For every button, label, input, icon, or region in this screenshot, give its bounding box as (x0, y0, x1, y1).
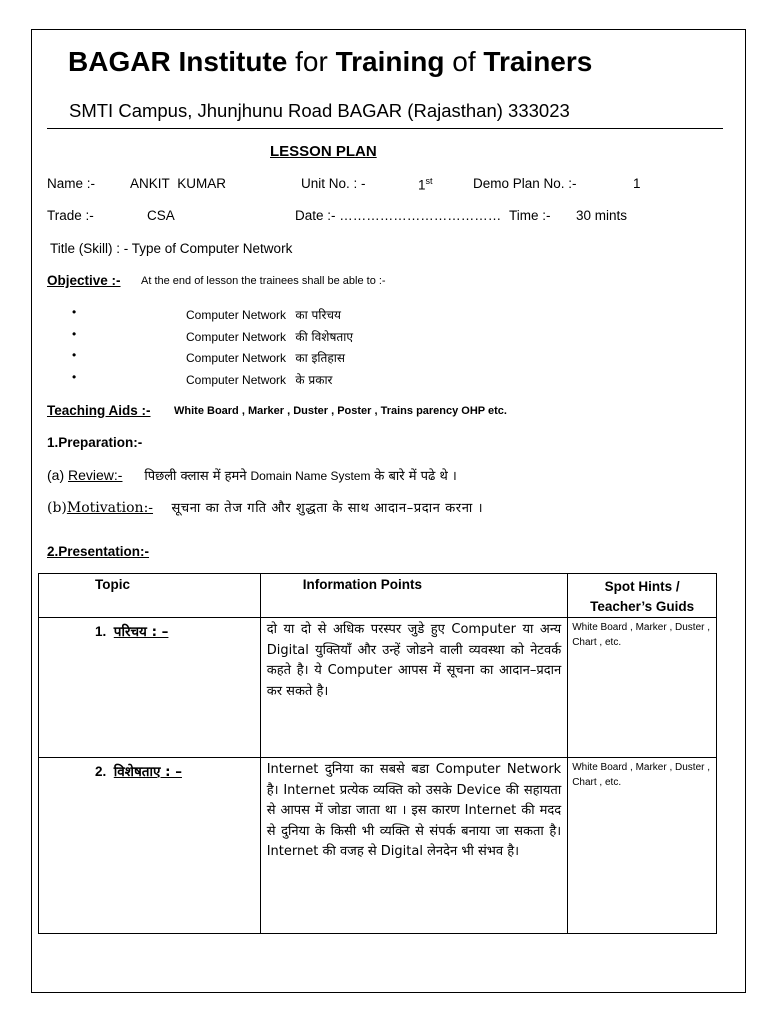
topic-cell: 1. परिचय : – (39, 618, 261, 758)
objective-bullet: • (72, 305, 77, 319)
trade-label: Trade :- (47, 208, 94, 223)
column-header-topic: Topic (39, 574, 261, 618)
objective-bullet: • (72, 370, 77, 384)
objective-item: Computer Network का परिचय (186, 308, 341, 322)
institute-address: SMTI Campus, Jhunjhunu Road BAGAR (Rajasthan) 333023 (69, 100, 570, 121)
teaching-aids-label: Teaching Aids :- (47, 403, 151, 418)
institute-title: BAGAR Institute for Training of Trainers (68, 46, 593, 77)
objective-item: Computer Network की विशेषताए (186, 330, 353, 344)
information-cell: दो या दो से अधिक परस्पर जुडे हुए Computer या अन्य Digital युक्तियाँ और उन्हें जोडने वाली व्यवस्था को नेटवर्क कहते है। ये Computer आपस में सूचना का आदान–प्रदान कर सकते है। (260, 618, 567, 758)
skill-title: Title (Skill) : - Type of Computer Network (50, 241, 293, 256)
demo-plan-value: 1 (633, 176, 641, 191)
time-value: 30 mints (576, 208, 628, 223)
information-cell: Internet दुनिया का सबसे बडा Computer Network है। Internet प्रत्येक व्यक्ति को उसके Device की सहायता से आपस में जोडा जाता था । इस कारण Internet की मदद से दुनिया के किसी भी व्यक्ति से संपर्क बनाया जा सकता है। Internet की वजह से Digital लेनदेन भी संभव है। (260, 758, 567, 934)
table-row (39, 758, 717, 934)
presentation-table (38, 573, 717, 934)
objective-item: Computer Network के प्रकार (186, 373, 333, 387)
teaching-aids-text: White Board , Marker , Duster , Poster , Trains parency OHP etc. (174, 405, 507, 417)
hint-cell: White Board , Marker , Duster , Chart , etc. (568, 758, 717, 934)
header-divider (47, 128, 723, 129)
topic-cell: 2. विशेषताए : – (39, 758, 261, 934)
time-label: Time :- (509, 208, 551, 223)
objective-bullet: • (72, 348, 77, 362)
motivation-line: (b)Motivation:- सूचना का तेज गति और शुद्धता के साथ आदान–प्रदान करना । (47, 500, 484, 516)
objective-intro: At the end of lesson the trainees shall be able to :- (141, 275, 386, 287)
unit-label: Unit No. : - (301, 176, 366, 191)
preparation-heading: 1.Preparation:- (47, 435, 143, 450)
document-title: LESSON PLAN (270, 143, 377, 160)
review-line: (a) Review:- पिछली क्लास में हमने Domain Name System के बारे में पढे थे । (47, 467, 457, 484)
presentation-heading: 2.Presentation:- (47, 544, 150, 559)
trade-value: CSA (147, 208, 175, 223)
unit-value: 1st (418, 176, 433, 193)
column-header-information: Information Points (260, 574, 567, 618)
date-label: Date :- ……………………………… (295, 208, 502, 223)
objective-label: Objective :- (47, 273, 121, 288)
column-header-hints: Spot Hints / Teacher’s Guids (568, 574, 717, 618)
name-label: Name :- (47, 176, 96, 191)
objective-bullet: • (72, 327, 77, 341)
table-header-row (39, 574, 717, 618)
name-value: ANKIT KUMAR (130, 176, 227, 191)
objective-item: Computer Network का इतिहास (186, 351, 345, 365)
demo-plan-label: Demo Plan No. :- (473, 176, 577, 191)
table-row (39, 618, 717, 758)
hint-cell: White Board , Marker , Duster , Chart , etc. (568, 618, 717, 758)
